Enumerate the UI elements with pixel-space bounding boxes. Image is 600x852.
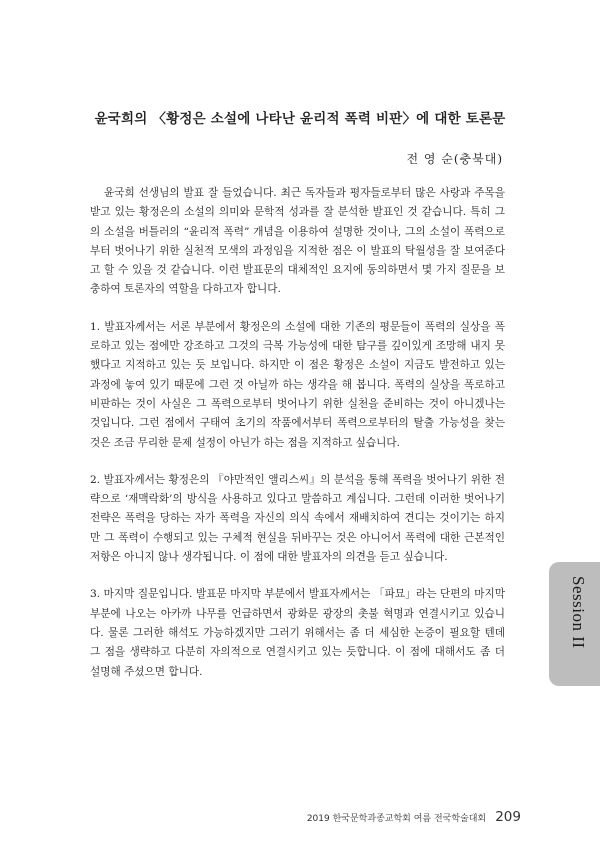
page-footer [307, 806, 521, 825]
conference-name: 2019 한국문학과종교학회 여름 전국학술대회 [306, 814, 487, 824]
question-1-paragraph: 1. 발표자께서는 서론 부분에서 황정은의 소설에 대한 기존의 평문들이 폭력의 실상을 폭로하고 있는 점에만 강조하고 그것의 극복 가능성에 대한 탐구를 깊이있게 조망해 내지 못했다고 지적하고 있는 듯 보입니다. 하지만 이 점은 황정은 소설이 지금도 발전하고 있는 과정에 놓여 있기 때문에 그런 것 아닐까 하는 생각을 해 봅니다. 폭력의 실상을 폭로하고 비판하는 것이 사실은 그 폭력으로부터 벗어나기 위한 실천을 준비하는 것이 아니겠나는 것입니다. 그런 점에서 구태여 초기의 작품에서부터 폭력으로부터의 탈출 가능성을 찾는 것은 조금 무리한 문제 설정이 아닌가 하는 점을 지적하고 싶습니다. [90, 320, 505, 449]
intro-paragraph: 윤국희 선생님의 발표 잘 들었습니다. 최근 독자들과 평자들로부터 많은 사랑과 주목을 받고 있는 황정은의 소설의 의미와 문학적 성과를 잘 분석한 발표인 것 같습니다. 특히 그의 소설을 버틀러의 “윤리적 폭력” 개념을 이용하여 설명한 것이나, 그의 소설이 폭력으로부터 벗어나기 위한 실천적 모색의 과정임을 지적한 점은 이 발표의 탁월성을 잘 보여준다고 할 수 있을 것 같습니다. 이런 발표문의 대체적인 요지에 동의하면서 몇 가지 질문을 보충하여 토론자의 역할을 다하고자 합니다. [90, 187, 505, 296]
document-title: 윤국희의 〈황정은 소설에 나타난 윤리적 폭력 비판〉에 대한 토론문 [94, 111, 506, 127]
question-2-paragraph: 2. 발표자께서는 황정은의 『야만적인 앨리스씨』의 분석을 통해 폭력을 벗어나기 위한 전략으로 ‘재맥락화’의 방식을 사용하고 있다고 말씀하고 계십니다. 그런데 이러한 벗어나기 전략은 폭력을 당하는 자가 폭력을 자신의 의식 속에서 재배치하여 견디는 것이기는 하지만 그 폭력이 수행되고 있는 구체적 현실을 뒤바꾸는 것은 아니어서 폭력에 대한 근본적인 저항은 아니지 않나 생각됩니다. 이 점에 대한 발표자의 의견을 듣고 싶습니다. [90, 473, 505, 564]
author-name: 전 영 순(충북대) [406, 152, 503, 166]
page-number: 209 [495, 809, 521, 825]
section-tab-label: Session II [569, 576, 588, 649]
body-text [90, 184, 505, 700]
section-tab [549, 562, 600, 686]
question-3-paragraph: 3. 마지막 질문입니다. 발표문 마지막 부분에서 발표자께서는 「파묘」라는 단편의 마지막 부분에 나오는 아카까 나무를 언급하면서 광화문 광장의 촛불 혁명과 연결시키고 있습니다. 물론 그러한 해석도 가능하겠지만 그러기 위해서는 좀 더 세심한 논증이 필요할 텐데 그 점을 생략하고 다분히 자의적으로 연결시키고 있는 듯합니다. 이 점에 대해서도 좀 더 설명해 주셨으면 합니다. [90, 588, 505, 678]
